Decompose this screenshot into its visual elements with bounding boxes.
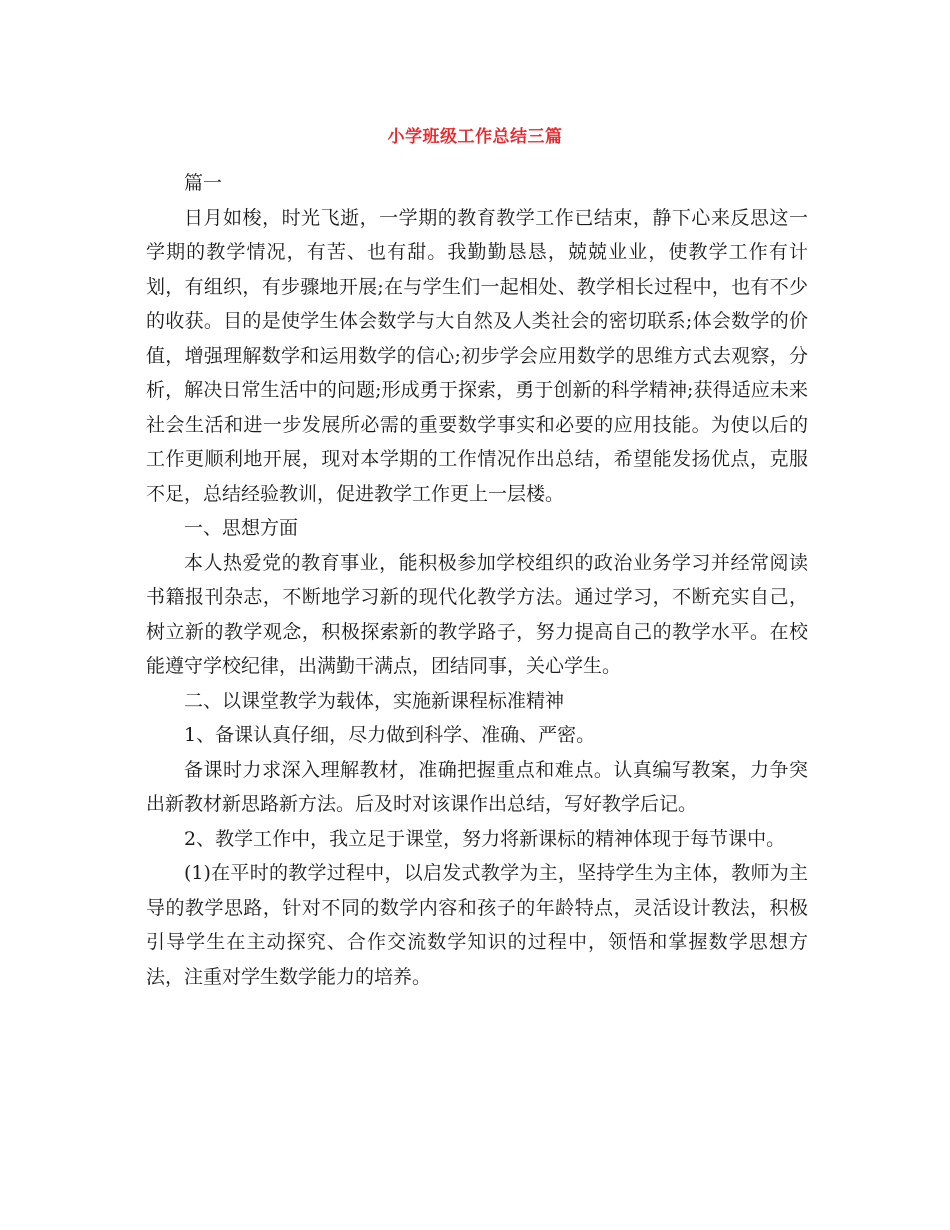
teaching-method-paragraph: (1)在平时的教学过程中，以启发式教学为主，坚持学生为主体，教师为主导的教学思路，针对不同的数学内容和孩子的年龄特点，灵活设计教法，积极引导学生在主动探究、合作交流数学知识的过程中，领悟和掌握数学思想方法，注重对学生数学能力的培养。 [146,862,808,988]
document-title: 小学班级工作总结三篇 [387,127,563,147]
section-heading-ideology: 一、思想方面 [184,517,299,539]
lesson-prep-paragraph: 备课时力求深入理解教材，准确把握重点和难点。认真编写教案，力争突出新教材新思路新方法。后及时对该课作出总结，写好教学后记。 [146,758,808,815]
section-heading-classroom: 二、以课堂教学为载体，实施新课程标准精神 [184,689,565,712]
intro-paragraph: 日月如梭，时光飞逝，一学期的教育教学工作已结束，静下心来反思这一学期的教学情况，有苦、也有甜。我勤勤恳恳，兢兢业业，使教学工作有计划，有组织，有步骤地开展;在与学生们一起相处、教学相长过程中，也有不少的收获。目的是使学生体会数学与大自然及人类社会的密切联系;体会数学的价值，增强理解数学和运用数学的信心;初步学会应用数学的思维方式去观察，分析，解决日常生活中的问题;形成勇于探索，勇于创新的科学精神;获得适应未来社会生活和进一步发展所必需的重要数学事实和必要的应用技能。为使以后的工作更顺利地开展，现对本学期的工作情况作出总结，希望能发扬优点，克服不足，总结经验教训，促进教学工作更上一层楼。 [146,206,808,505]
lesson-prep-heading: 1、备课认真仔细，尽力做到科学、准确、严密。 [184,724,596,746]
ideology-paragraph: 本人热爱党的教育事业，能积极参加学校组织的政治业务学习并经常阅读书籍报刊杂志，不断地学习新的现代化教学方法。通过学习，不断充实自己，树立新的教学观念，积极探索新的教学路子，努力提高自己的教学水平。在校能遵守学校纪律，出满勤干满点，团结同事，关心学生。 [146,551,808,677]
section-heading-part-one: 篇一 [184,172,223,194]
teaching-work-heading: 2、教学工作中，我立足于课堂，努力将新课标的精神体现于每节课中。 [184,827,786,850]
document-body [146,166,808,994]
